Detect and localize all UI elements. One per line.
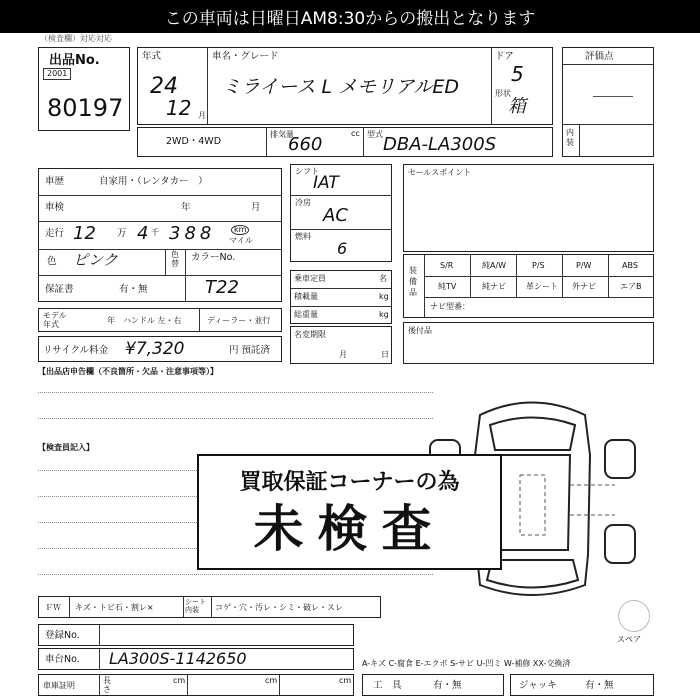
shape-value: 箱: [508, 96, 526, 117]
sales-point-box: [403, 164, 654, 252]
chassis-label: 車台No.: [45, 654, 80, 665]
length-label: 長さ: [103, 676, 111, 694]
shift-value: IAT: [313, 173, 339, 193]
meigi-month: 月: [339, 350, 347, 359]
color-no-value: T22: [205, 277, 239, 298]
lot-tag: 2001: [43, 68, 71, 80]
mile-unit: マイル: [229, 236, 253, 245]
gross-unit: kg: [379, 310, 389, 319]
fuel-value: 6: [337, 239, 348, 258]
capacity-unit: 名: [379, 274, 387, 283]
fw-text: キズ・トビ石・割レ×: [75, 603, 154, 612]
hyoka-label: 評価点: [585, 51, 614, 62]
equipment-box: [403, 254, 654, 318]
recycle-unit: 円 預託済: [229, 345, 271, 356]
model-value: DBA-LA300S: [383, 134, 497, 155]
color-change: 色替: [171, 250, 179, 268]
km-unit: km: [231, 225, 249, 235]
fw-label: ＦＷ: [45, 603, 61, 612]
displacement-value: 660: [288, 134, 323, 155]
cm-unit-3: cm: [339, 676, 352, 685]
tool-box: [362, 674, 504, 696]
seat-label: シート内装: [185, 598, 206, 614]
top-small-text: （検査欄）対応対応: [40, 34, 112, 43]
registration-row: [38, 624, 354, 646]
cm-unit-1: cm: [173, 676, 186, 685]
sen-unit: 千: [151, 228, 159, 237]
mileage-label: 走行: [45, 228, 65, 239]
vehicle-header-box: [137, 47, 553, 125]
equip-ext-navi: 外ナビ: [572, 282, 596, 291]
aftermarket-box: [403, 322, 654, 364]
tool-label: 工 具: [373, 680, 402, 691]
handle-options: ハンドル 左・右: [123, 316, 182, 325]
garage-row: [38, 674, 354, 696]
fw-row: [38, 596, 381, 618]
spec-row: [137, 127, 553, 157]
spare-circle: [618, 600, 650, 632]
declaration-label: 【出品店申告欄（不良箇所・欠品・注意事項等）】: [38, 367, 218, 376]
equip-sr: S/R: [440, 261, 454, 270]
jack-box: [510, 674, 654, 696]
equip-tv: 純TV: [438, 282, 457, 291]
seat-text: コゲ・穴・汚レ・シミ・破レ・スレ: [215, 603, 343, 612]
equip-leather: 革シート: [526, 282, 558, 291]
warranty-options: 有・無: [119, 284, 148, 295]
color-label: 色: [47, 256, 57, 267]
year-value: 24: [150, 74, 178, 99]
recycle-value: ¥7,320: [125, 339, 185, 359]
load-label: 積載量: [294, 292, 318, 301]
jack-options: 有・無: [585, 680, 614, 691]
door-label: ドア: [495, 51, 514, 62]
notice-banner: この車両は日曜日AM8:30からの搬出となります: [0, 0, 700, 33]
unchecked-stamp: [197, 454, 502, 570]
door-value: 5: [511, 62, 524, 86]
displacement-label: 排気量: [270, 130, 294, 139]
history-box: [38, 168, 282, 302]
registration-label: 登録No.: [45, 630, 80, 641]
shaken-year: 年: [181, 202, 191, 213]
car-name: ミライース L メモリアルED: [222, 76, 460, 98]
chassis-row: [38, 648, 354, 670]
model-label: 型式: [367, 130, 383, 139]
spare-label: スペア: [617, 635, 641, 644]
mileage-10k: 12: [73, 223, 96, 244]
lot-label: 出品No.: [49, 53, 100, 68]
shift-label: シフト: [295, 167, 319, 176]
equip-navi: 純ナビ: [482, 282, 506, 291]
naisou-label: 内装: [566, 128, 574, 147]
evaluation-box: [562, 47, 654, 157]
equip-aw: 純A/W: [482, 261, 507, 270]
equip-abs: ABS: [622, 261, 638, 270]
stamp-line1: 買取保証コーナーの為: [239, 470, 460, 495]
model-year-row: [38, 308, 282, 332]
man-unit: 万: [117, 228, 127, 239]
dealer-options: ディーラー・並行: [207, 316, 271, 325]
shareki-label: 車歴: [45, 176, 65, 187]
inspector-label: 【検査員記入】: [38, 443, 94, 452]
cooling-value: AC: [323, 205, 348, 226]
drive-type: 2WD・4WD: [166, 136, 222, 147]
stamp-line2: 未検査: [253, 500, 446, 558]
model-year-unit: 年: [107, 316, 115, 325]
recycle-label: リサイクル料金: [43, 345, 109, 356]
chassis-value: LA300S-1142650: [109, 649, 247, 668]
meigi-day: 日: [381, 350, 389, 359]
capacity-label: 乗車定員: [294, 274, 326, 283]
shareki-options: 自家用・（レンタカー ）: [99, 176, 208, 187]
color-no-label: カラーNo.: [191, 252, 236, 263]
nenshiki-label: 年式: [142, 51, 162, 62]
lot-box: [38, 47, 130, 131]
cc-unit: cc: [351, 129, 360, 138]
fuel-label: 燃料: [295, 232, 311, 241]
meigi-label: 名変期限: [294, 330, 326, 339]
capacity-box: [290, 270, 392, 324]
recycle-row: [38, 336, 282, 362]
month-value: 12: [166, 96, 192, 120]
name-label: 車名・グレード: [212, 51, 279, 62]
shape-label: 形状: [495, 89, 511, 98]
load-unit: kg: [379, 292, 389, 301]
equip-pw: P/W: [576, 261, 592, 270]
cooling-label: 冷房: [295, 198, 311, 207]
equip-ps: P/S: [532, 261, 545, 270]
shaken-month: 月: [251, 202, 261, 213]
month-unit: 月: [198, 111, 206, 120]
gross-label: 総重量: [294, 310, 318, 319]
jack-label: ジャッキ: [519, 680, 557, 691]
meigi-box: [290, 326, 392, 364]
cm-unit-2: cm: [265, 676, 278, 685]
warranty-label: 保証書: [45, 284, 74, 295]
sales-point-label: セールスポイント: [408, 168, 472, 177]
tool-options: 有・無: [433, 680, 462, 691]
color-value: ピンク: [73, 251, 118, 269]
mileage-1k: 4: [137, 223, 149, 244]
shift-box: [290, 164, 392, 262]
equip-airbag: エアB: [620, 282, 642, 291]
mileage-rest: 388: [169, 223, 216, 244]
lot-number: 80197: [47, 94, 124, 122]
aftermarket-label: 後付品: [408, 326, 432, 335]
equip-label: 装備品: [409, 266, 417, 298]
garage-label: 車庫証明: [43, 681, 75, 690]
navi-model: ナビ型番：: [430, 302, 470, 311]
damage-legend: A-キズ C-腐食 E-エクボ S-サビ U-凹ミ W-補修 XX-交換済: [362, 659, 571, 668]
shaken-label: 車検: [45, 202, 65, 213]
model-year-label: モデル年式: [43, 311, 67, 329]
